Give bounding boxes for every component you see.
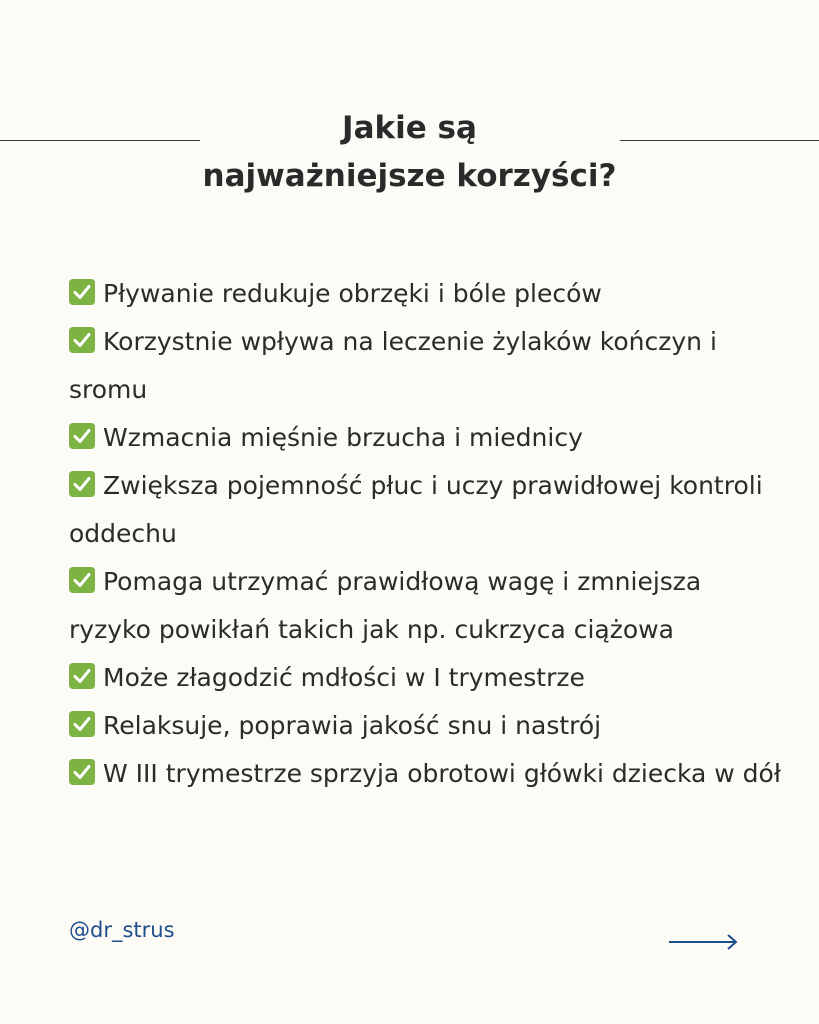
check-mark-icon — [69, 327, 95, 353]
benefit-text: Pomaga utrzymać prawidłową wagę i zmniejsza ryzyko powikłań takich jak np. cukrzyca ciążowa — [69, 567, 702, 644]
check-mark-icon — [69, 711, 95, 737]
benefit-text: Wzmacnia mięśnie brzucha i miednicy — [103, 423, 583, 452]
benefit-item — [69, 414, 789, 462]
benefit-text: Może złagodzić mdłości w I trymestrze — [103, 663, 585, 692]
benefit-item — [69, 654, 789, 702]
arrow-right-icon[interactable] — [668, 932, 738, 952]
check-mark-icon — [69, 759, 95, 785]
benefit-text: W III trymestrze sprzyja obrotowi główki dziecka w dół — [103, 759, 781, 788]
check-mark-icon — [69, 423, 95, 449]
benefit-text: Relaksuje, poprawia jakość snu i nastrój — [103, 711, 602, 740]
check-mark-icon — [69, 471, 95, 497]
benefit-item — [69, 702, 789, 750]
benefit-text: Zwiększa pojemność płuc i uczy prawidłowej kontroli oddechu — [69, 471, 763, 548]
benefit-item — [69, 750, 789, 798]
page-title — [150, 104, 669, 200]
check-mark-icon — [69, 567, 95, 593]
benefit-text: Pływanie redukuje obrzęki i bóle pleców — [103, 279, 602, 308]
title-line-1: Jakie są — [342, 110, 477, 146]
benefit-text: Korzystnie wpływa na leczenie żylaków kończyn i sromu — [69, 327, 717, 404]
benefit-item — [69, 558, 789, 654]
benefit-item — [69, 270, 789, 318]
benefit-item — [69, 318, 789, 414]
author-handle: @dr_strus — [69, 918, 175, 942]
check-mark-icon — [69, 663, 95, 689]
title-line-2: najważniejsze korzyści? — [202, 158, 617, 194]
benefit-item — [69, 462, 789, 558]
check-mark-icon — [69, 279, 95, 305]
benefits-list — [69, 270, 789, 798]
